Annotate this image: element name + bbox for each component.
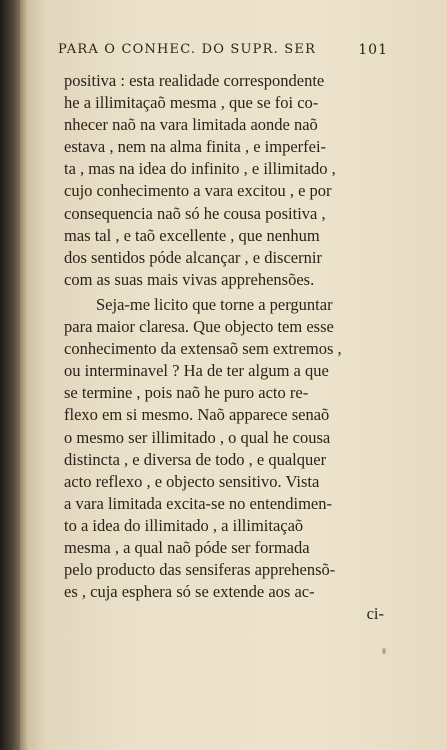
paragraph-start-line: Seja-me licito que torne a perguntar bbox=[96, 294, 333, 314]
text-line: cujo conhecimento a vara excitou , e por bbox=[64, 181, 332, 201]
text-line: to a idea do illimitado , a illimitaçaõ bbox=[64, 515, 304, 535]
running-head: PARA O CONHEC. DO SUPR. SER bbox=[58, 42, 317, 57]
text-line: se termine , pois naõ he puro acto re- bbox=[64, 383, 309, 403]
text-line: es , cuja esphera só se extende aos ac- bbox=[64, 582, 315, 602]
text-line: nhecer naõ na vara limitada aonde naõ bbox=[64, 115, 318, 135]
text-line: acto reflexo , e objecto sensitivo. Vista bbox=[64, 471, 320, 491]
catchword: ci- bbox=[366, 604, 384, 624]
text-line: positiva : esta realidade correspondente bbox=[64, 71, 325, 90]
text-line: consequencia naõ só he cousa positiva , bbox=[64, 203, 326, 223]
text-line: estava , nem na alma finita , e imperfei- bbox=[64, 137, 327, 157]
text-line: he a illimitaçaõ mesma , que se foi co- bbox=[64, 93, 319, 113]
text-line: dos sentidos póde alcançar , e discernir bbox=[64, 247, 322, 267]
text-line: o mesmo ser illimitado , o qual he cousa bbox=[64, 427, 331, 447]
text-line: a vara limitada excita-se no entendimen- bbox=[64, 493, 333, 513]
text-line: ta , mas na idea do infinito , e illimitado , bbox=[64, 159, 336, 179]
text-line: distincta , e diversa de todo , e qualquer bbox=[64, 449, 327, 469]
text-line: mas tal , e taõ excellente , que nenhum bbox=[64, 225, 320, 245]
text-line: mesma , a qual naõ póde ser formada bbox=[64, 537, 310, 557]
page-number: 101 bbox=[358, 42, 388, 58]
book-gutter bbox=[0, 0, 22, 750]
text-line: ou interminavel ? Ha de ter algum a que bbox=[64, 361, 329, 381]
text-line: com as suas mais vivas apprehensões. bbox=[64, 269, 315, 289]
text-line: conhecimento da extensaõ sem extremos , bbox=[64, 339, 342, 359]
page-shadow bbox=[20, 0, 28, 750]
paper-stain bbox=[382, 648, 386, 654]
text-line: pelo producto das sensiferas apprehensõ- bbox=[64, 560, 336, 580]
text-line: para maior claresa. Que objecto tem esse bbox=[64, 317, 334, 337]
book-page bbox=[20, 0, 447, 750]
text-line: flexo em si mesmo. Naõ apparece senaõ bbox=[64, 405, 330, 425]
body-text bbox=[64, 70, 384, 625]
page-header bbox=[58, 42, 388, 64]
